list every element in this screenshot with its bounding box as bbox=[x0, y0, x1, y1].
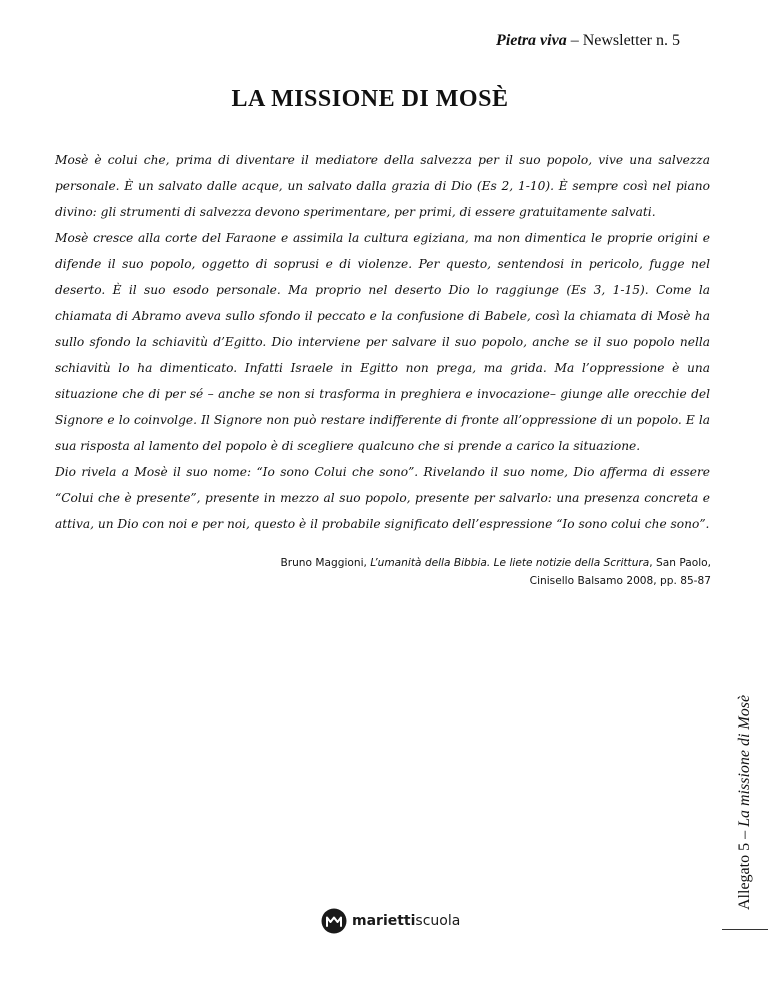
citation-author: Bruno Maggioni, bbox=[280, 557, 371, 569]
page-title: LA MISSIONE DI MOSÈ bbox=[231, 86, 509, 112]
logo-suffix: scuola bbox=[415, 913, 461, 929]
citation-work: L’umanità della Bibbia. Le liete notizie della Scrittura bbox=[370, 557, 650, 569]
side-label-prefix: Allegato 5 – bbox=[736, 826, 753, 910]
newsletter-issue: Newsletter n. 5 bbox=[582, 32, 680, 49]
source-citation bbox=[231, 554, 711, 590]
paragraph-1: Mosè è colui che, prima di diventare il mediatore della salvezza per il suo popolo, vive una salvezza personale. È un salvato dalle acque, un salvato dalla grazia di Dio (Es 2, 1-10). È sempre così nel piano divino: gli strumenti di salvezza devono sperimentare, per primi, di essere gratuitamente salvati. bbox=[55, 153, 710, 219]
publisher-logo bbox=[321, 906, 460, 936]
newsletter-header bbox=[496, 32, 680, 50]
attachment-side-label bbox=[736, 695, 754, 910]
citation-publisher: , San Paolo, bbox=[649, 557, 711, 569]
citation-details: Cinisello Balsamo 2008, pp. 85-87 bbox=[529, 575, 711, 587]
paragraph-2: Mosè cresce alla corte del Faraone e assimila la cultura egiziana, ma non dimentica le proprie origini e difende il suo popolo, oggetto di soprusi e di violenze. Per questo, sentendosi in pericolo, fugge nel deserto. È il suo esodo personale. Ma proprio nel deserto Dio lo raggiunge (Es 3, 1-15). Come la chiamata di Abramo aveva sullo sfondo il peccato e la confusione di Babele, così la chiamata di Mosè ha sullo sfondo la schiavitù d’Egitto. Dio interviene per salvare il suo popolo, anche se il suo popolo nella schiavitù lo ha dimenticato. Infatti Israele in Egitto non prega, ma grida. Ma l’oppressione è una situazione che di per sé – anche se non si trasforma in preghiera e invocazione– giunge alle orecchie del Signore e lo coinvolge. Il Signore non può restare indifferente di fronte all’oppressione di un popolo. E la sua risposta al lamento del popolo è di scegliere qualcuno che si prende a carico la situazione. bbox=[55, 231, 710, 453]
article-body bbox=[55, 147, 710, 537]
marietti-logo-icon bbox=[321, 908, 347, 934]
paragraph-3: Dio rivela a Mosè il suo nome: “Io sono Colui che sono”. Rivelando il suo nome, Dio afferma di essere “Colui che è presente”, presente in mezzo al suo popolo, presente per salvarlo: una presenza concreta e attiva, un Dio con noi e per noi, questo è il probabile significato dell’espressione “Io sono colui che sono”. bbox=[55, 465, 710, 531]
header-separator: – bbox=[566, 32, 583, 49]
side-label-subject: La missione di Mosè bbox=[736, 694, 753, 827]
side-divider bbox=[722, 929, 768, 930]
logo-brand: marietti bbox=[352, 913, 416, 929]
publication-name: Pietra viva bbox=[496, 32, 567, 49]
